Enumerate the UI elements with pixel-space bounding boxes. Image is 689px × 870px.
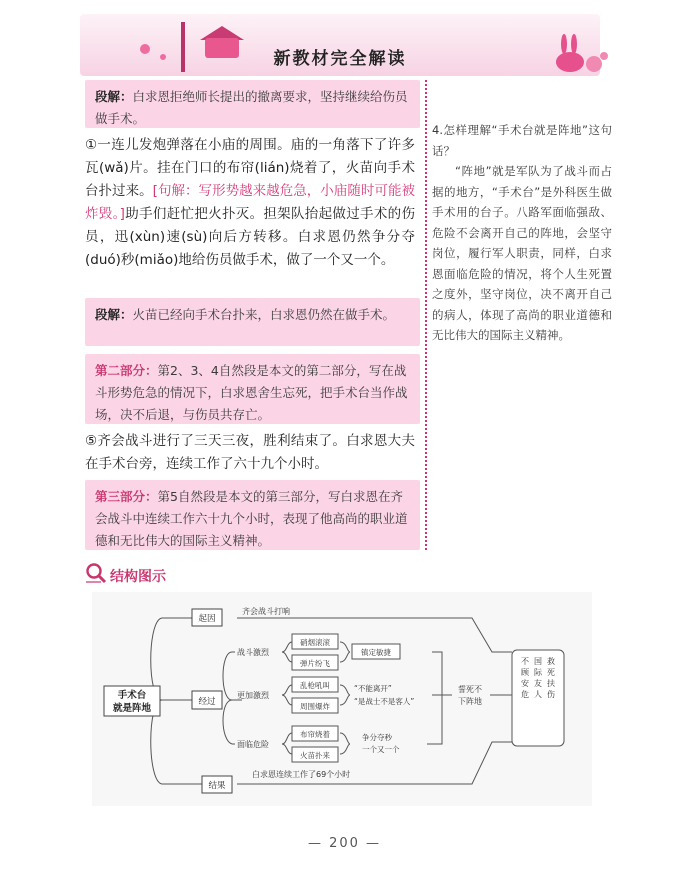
stage-item: 硝烟滚滚 <box>300 638 330 647</box>
structure-svg <box>92 592 592 806</box>
paragraph-analysis-box <box>85 80 420 128</box>
conclusion-text: 下阵地 <box>458 697 482 706</box>
paragraph-text: ①一连儿发炮弹落在小庙的周围。庙的一角落下了许多瓦(wǎ)片。挂在门口的布帘(lián)烧着了，火苗向手术台扑过来。 <box>85 137 415 199</box>
stage-item: 乱枪吼叫 <box>300 681 330 690</box>
part-three-box <box>85 480 420 550</box>
stage-quote: “不能离开” <box>354 684 392 693</box>
paragraph-five: ⑤齐会战斗进行了三天三夜，胜利结束了。白求恩大夫在手术台旁，连续工作了六十九个小时。 <box>85 433 415 472</box>
analysis-text: 火苗已经向手术台扑来，白求恩仍然在做手术。 <box>132 307 396 322</box>
sentence-hint: [句解：写形势越来越危急，小庙随时可能被炸毁。] <box>85 183 415 222</box>
stage-quote: “是战士不是客人” <box>354 697 415 706</box>
stage-one: 战斗激烈 <box>237 648 269 657</box>
stage-three: 面临危险 <box>237 740 269 749</box>
result-text: 白求恩连续工作了69个小时 <box>252 770 351 779</box>
side-question: 4.怎样理解“手术台就是阵地”这句话？ <box>432 123 612 158</box>
stage-two: 更加激烈 <box>237 691 269 700</box>
part-text: 第5自然段是本文的第三部分，写白求恩在齐会战斗中连续工作六十九个小时，表现了他高尚的职业道德和无比伟大的国际主义精神。 <box>95 489 408 548</box>
part-text: 第2、3、4自然段是本文的第二部分，写在战斗形势危急的情况下，白求恩舍生忘死，把手术台当作战场，决不后退，与伤员共存亡。 <box>95 363 408 422</box>
final-column: 不顾安危 <box>521 657 529 699</box>
process-label: 经过 <box>198 697 216 707</box>
part-label: 第二部分： <box>95 363 158 378</box>
cause-text: 齐会战斗打响 <box>242 607 290 616</box>
stage-item: 弹片纷飞 <box>300 659 330 668</box>
stage-item: 布帘烧着 <box>300 730 330 739</box>
center-label: 手术台就是阵地 <box>112 690 152 714</box>
paragraph-text: 助手们赶忙把火扑灭。担架队抬起做过手术的伤员，迅(xùn)速(sù)向后方转移。白求恩仍然争分夺(duó)秒(miǎo)地给伤员做手术，做了一个又一个。 <box>85 206 415 268</box>
analysis-label: 段解： <box>95 89 133 104</box>
page-number: — 200 — <box>307 836 382 851</box>
final-column: 国际友人 <box>534 657 542 699</box>
column-divider <box>425 80 427 550</box>
analysis-label: 段解： <box>95 307 133 322</box>
section-title: 结构图示 <box>110 569 166 585</box>
part-two-box <box>85 354 420 424</box>
paragraph-analysis-box <box>85 298 420 346</box>
stage-item: 周围爆炸 <box>300 702 330 711</box>
result-label: 结果 <box>208 781 226 791</box>
structure-diagram <box>92 592 592 806</box>
part-label: 第三部分： <box>95 489 158 504</box>
header-banner <box>80 14 600 76</box>
side-answer: “阵地”就是军队为了战斗而占据的地方，“手术台”是外科医生做手术用的台子。八路军面临强敌、危险不会离开自己的阵地，会坚守岗位，履行军人职责，同样，白求恩面临危险的情况，将个人生死置之度外，坚守岗位，决不离开自己的病人，体现了高尚的职业道德和无比伟大的国际主义精神。 <box>432 164 612 342</box>
conclusion-text: 誓死不 <box>458 685 482 694</box>
final-column: 救死扶伤 <box>547 657 555 699</box>
magnifier-icon <box>85 562 107 584</box>
analysis-text: 白求恩拒绝师长提出的撤离要求，坚持继续给伤员做手术。 <box>95 89 408 126</box>
stage-result: 争分夺秒 <box>362 733 392 742</box>
side-note <box>432 120 612 346</box>
cause-label: 起因 <box>198 614 216 624</box>
stage-item: 火苗扑来 <box>300 751 330 760</box>
stage-result: 镇定敏捷 <box>361 648 391 657</box>
stage-result: 一个又一个 <box>362 745 400 754</box>
paragraph-four <box>85 134 415 272</box>
book-title: 新教材完全解读 <box>273 49 407 69</box>
